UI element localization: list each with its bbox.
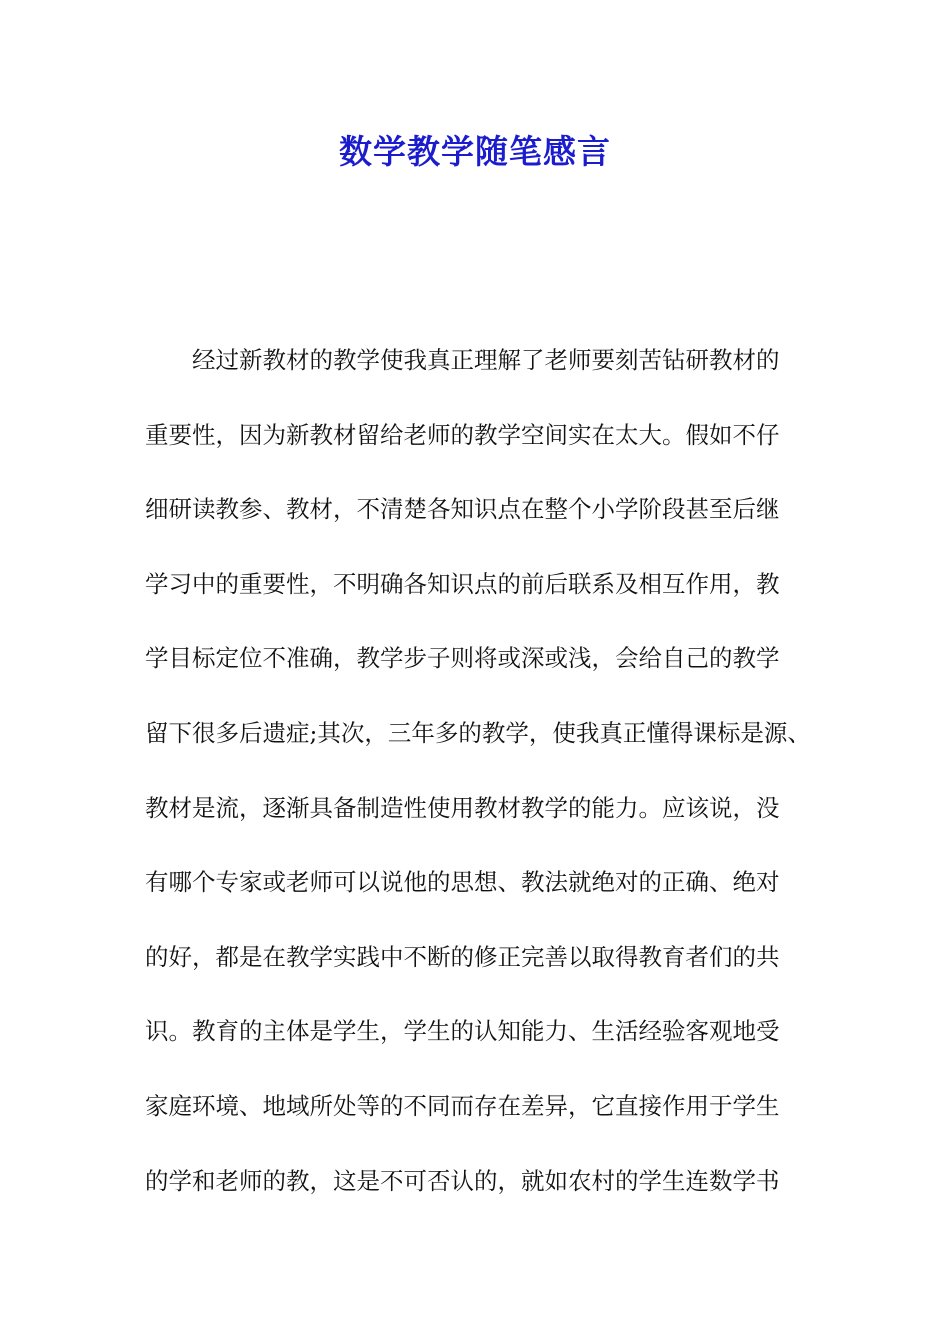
paragraph-line: 细研读教参、教材，不清楚各知识点在整个小学阶段甚至后继 [145,495,780,524]
paragraph-line: 教材是流，逐渐具备制造性使用教材教学的能力。应该说，没 [145,793,780,822]
document-body [145,340,865,1235]
paragraph-line: 留下很多后遗症;其次，三年多的教学，使我真正懂得课标是源、 [145,718,811,747]
paragraph-line: 识。教育的主体是学生，学生的认知能力、生活经验客观地受 [145,1017,780,1046]
paragraph-line: 重要性，因为新教材留给老师的教学空间实在太大。假如不仔 [145,420,780,449]
paragraph-line: 经过新教材的教学使我真正理解了老师要刻苦钻研教材的 [192,346,780,374]
paragraph-line: 家庭环境、地域所处等的不同而存在差异，它直接作用于学生 [145,1091,780,1120]
paragraph-line: 的学和老师的教，这是不可否认的，就如农村的学生连数学书 [145,1166,780,1195]
paragraph-line: 学目标定位不准确，教学步子则将或深或浅，会给自己的教学 [145,644,780,673]
document-title: 数学教学随笔感言 [339,132,611,171]
paragraph-line: 学习中的重要性，不明确各知识点的前后联系及相互作用，教 [145,569,780,598]
paragraph-line: 的好，都是在教学实践中不断的修正完善以取得教育者们的共 [145,942,780,971]
paragraph-line: 有哪个专家或老师可以说他的思想、教法就绝对的正确、绝对 [145,868,780,897]
